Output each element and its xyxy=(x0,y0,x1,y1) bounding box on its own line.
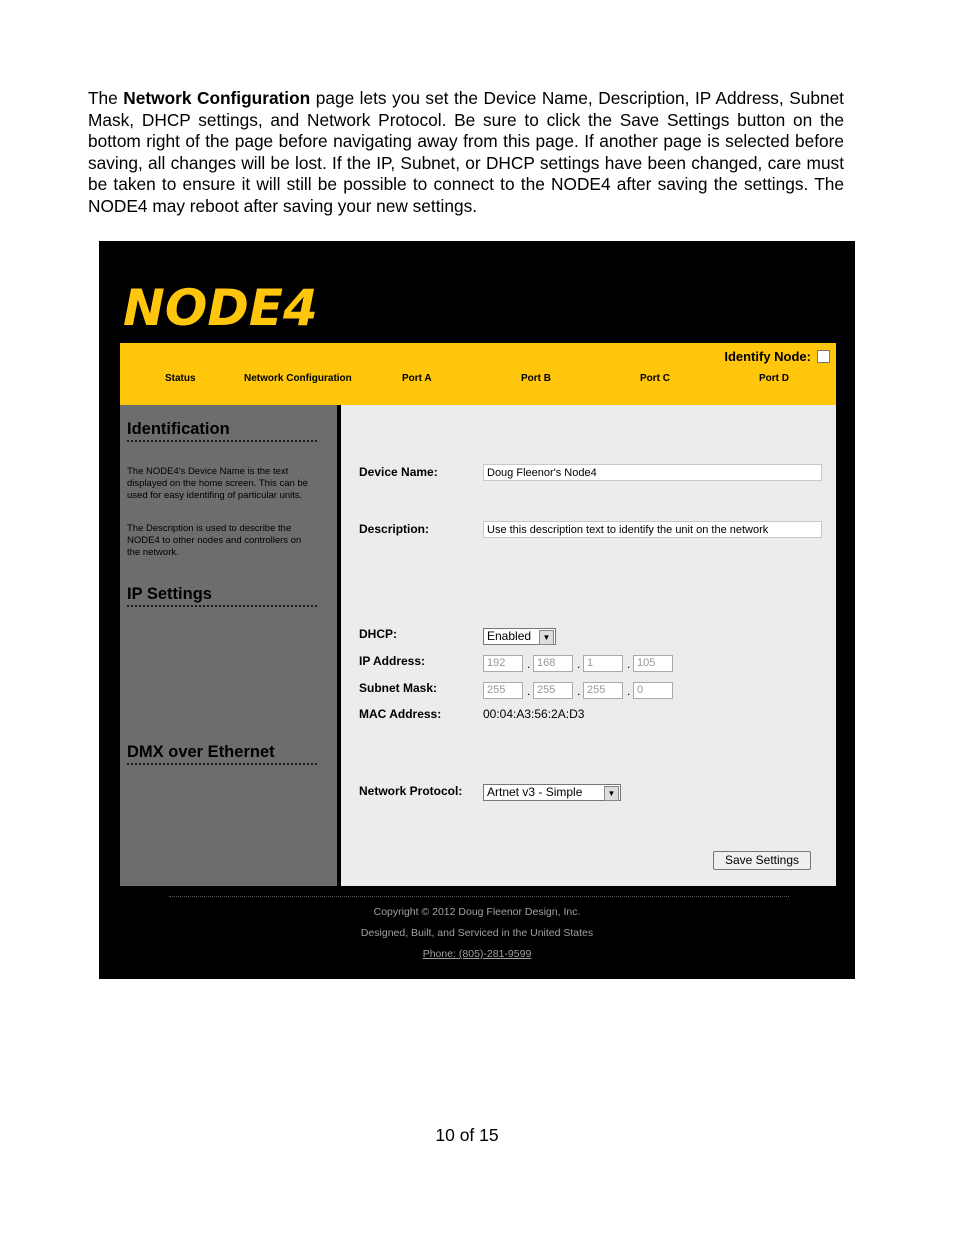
identification-help-2: The Description is used to describe the NODE4 to other nodes and controllers on the network. xyxy=(127,523,302,558)
svg-text:NODE4: NODE4 xyxy=(123,279,318,335)
screenshot-frame xyxy=(99,241,855,979)
ip-dot-2: . xyxy=(577,657,581,671)
ip-octet-4[interactable]: 105 xyxy=(633,655,673,672)
ip-settings-heading: IP Settings xyxy=(127,585,317,607)
phone-link[interactable]: Phone: (805)-281-9599 xyxy=(422,948,532,960)
footer-made-in: Designed, Built, and Serviced in the United States xyxy=(360,927,594,939)
mac-address-value: 00:04:A3:56:2A:D3 xyxy=(483,707,585,721)
footer-divider xyxy=(169,896,789,897)
subnet-mask-label: Subnet Mask: xyxy=(359,681,438,695)
save-settings-button[interactable]: Save Settings xyxy=(713,851,811,870)
device-name-label: Device Name: xyxy=(359,465,438,479)
intro-bold: Network Configuration xyxy=(123,88,311,108)
subnet-dot-3: . xyxy=(627,684,631,698)
tab-port-a[interactable]: Port A xyxy=(402,373,432,384)
subnet-octet-2[interactable]: 255 xyxy=(533,682,573,699)
intro-paragraph xyxy=(88,88,844,217)
navigation-bar xyxy=(120,343,836,405)
dhcp-select[interactable] xyxy=(483,628,556,645)
description-input[interactable]: Use this description text to identify the unit on the network xyxy=(483,521,822,538)
dmx-over-ethernet-heading: DMX over Ethernet xyxy=(127,743,317,765)
network-protocol-select[interactable] xyxy=(483,784,621,801)
identify-node xyxy=(724,349,830,364)
subnet-octet-3[interactable]: 255 xyxy=(583,682,623,699)
intro-text-2: page lets you set the Device Name, Description, IP Address, Subnet Mask, DHCP settings, and Network Protocol. Be sure to click the Save Settings button on the bottom right of the page before navigating away from this page. If another page is selected before saving, all changes will be lost. If the IP, Subnet, or DHCP settings have been changed, care must be taken to ensure it will still be possible to connect to the NODE4 after saving the settings. The NODE4 may reboot after saving your new settings. xyxy=(88,88,844,216)
subnet-dot-2: . xyxy=(577,684,581,698)
tab-port-c[interactable]: Port C xyxy=(640,373,670,384)
identify-node-checkbox[interactable] xyxy=(817,350,830,363)
identify-node-label: Identify Node: xyxy=(724,349,811,364)
ip-octet-3[interactable]: 1 xyxy=(583,655,623,672)
dhcp-value: Enabled xyxy=(487,629,532,643)
intro-text-1: The xyxy=(88,88,124,108)
tab-network-configuration[interactable]: Network Configuration xyxy=(244,373,352,384)
ip-address-label: IP Address: xyxy=(359,654,426,668)
chevron-down-icon: ▼ xyxy=(604,786,619,801)
description-label: Description: xyxy=(359,522,430,536)
footer-copyright: Copyright © 2012 Doug Fleenor Design, Inc. xyxy=(373,906,581,918)
footer-phone xyxy=(99,948,855,960)
ip-dot-1: . xyxy=(527,657,531,671)
tab-status[interactable]: Status xyxy=(165,373,196,384)
ip-dot-3: . xyxy=(627,657,631,671)
tab-port-d[interactable]: Port D xyxy=(759,373,789,384)
identification-heading: Identification xyxy=(127,420,317,442)
tab-port-b[interactable]: Port B xyxy=(521,373,551,384)
subnet-dot-1: . xyxy=(527,684,531,698)
help-sidebar xyxy=(120,405,337,886)
chevron-down-icon: ▼ xyxy=(539,630,554,645)
identification-help-1: The NODE4's Device Name is the text displayed on the home screen. This can be used for easy identifing of particular units. xyxy=(127,466,308,501)
page-number: 10 of 15 xyxy=(435,1125,499,1145)
dhcp-label: DHCP: xyxy=(359,627,397,641)
subnet-octet-4[interactable]: 0 xyxy=(633,682,673,699)
settings-form xyxy=(341,405,836,886)
node4-logo xyxy=(123,277,333,335)
network-protocol-value: Artnet v3 - Simple xyxy=(487,785,583,799)
ip-octet-2[interactable]: 168 xyxy=(533,655,573,672)
ip-octet-1[interactable]: 192 xyxy=(483,655,523,672)
tab-strip xyxy=(120,373,836,389)
subnet-octet-1[interactable]: 255 xyxy=(483,682,523,699)
mac-address-label: MAC Address: xyxy=(359,707,442,721)
network-protocol-label: Network Protocol: xyxy=(359,784,463,798)
device-name-input[interactable]: Doug Fleenor's Node4 xyxy=(483,464,822,481)
